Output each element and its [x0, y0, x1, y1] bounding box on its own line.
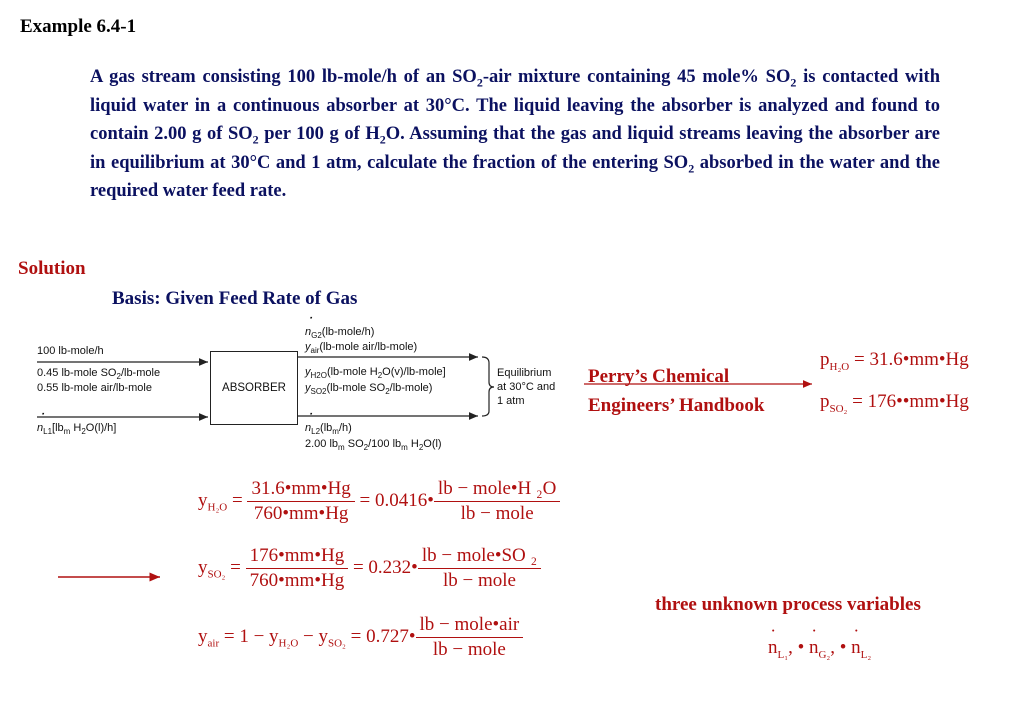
- equilibrium-brace: [482, 357, 494, 416]
- pressure-h2o: $p_{H_2O}$ = 31.6•mm•Hg: [820, 349, 969, 373]
- solution-heading: Solution: [18, 258, 86, 279]
- equation-y-so2: $y_{SO_2}$ = $\frac{176•mm•Hg}{760•mm•Hg}$ = 0.232• $\frac{\text{lb − mole•SO ₂}}{\text{lb − mole}}$: [198, 545, 541, 592]
- liquid-out-composition-label: 2.00 $lb_m$ $SO_2/100$ $lb_m$ $H_2O(l)$: [305, 438, 442, 453]
- unknowns-heading: three unknown process variables: [655, 594, 921, 615]
- feed-rate-label: 100 lb-mole/h: [37, 345, 104, 357]
- gas-out-h2o-label: $y_{H2O}(lb$-mole $H_2O(v)/lb-mole$]: [305, 366, 446, 381]
- water-feed-label: ˙ $n_{L1}[lb_m$ $H_2O(l)/h$]: [37, 422, 116, 434]
- example-title: Example 6.4-1: [20, 16, 137, 37]
- liquid-out-rate-label: ˙ $n_{L2}(lb_m/h)$: [305, 422, 352, 434]
- feed-air-label: 0.55 lb-mole air/lb-mole: [37, 382, 152, 394]
- gas-out-so2-label: $y_{SO2}(lb$-mole $SO_2/lb-mole$): [305, 382, 433, 397]
- pressure-so2: $p_{SO_2}$ = 176••mm•Hg: [820, 391, 969, 415]
- problem-statement: A gas stream consisting 100 lb-mole/h of an $SO_2$-air mixture containing 45 mole% $SO_2$ is contacted with liquid water in a continuous absorber at 30°C. The liquid leaving the absorber is analyzed and found to contain 2.00 g of $SO_2$ per 100 g of $H_2O$. Assuming that the gas and liquid streams leaving the absorber are in equilibrium at 30°C and 1 atm, calculate the fraction of the entering $SO_2$ absorbed in the water and the required water feed rate.: [90, 67, 940, 202]
- basis-heading: Basis: Given Feed Rate of Gas: [112, 288, 358, 309]
- equation-y-air: $y_{air} = 1 - y_{H_2O} - y_{SO_2}$ = 0.727• $\frac{\text{lb − mole•air}}{\text{lb − mole}}$: [198, 614, 523, 661]
- feed-so2-label: 0.45 lb-mole $SO_2/lb$-mole: [37, 367, 161, 382]
- handbook-reference: Perry’s Chemical Engineers’ Handbook: [588, 366, 765, 416]
- unknown-variables: ˙ $n_{L_1}$, • ˙ $n_{G_2}$, • ˙ $n_{L_2}$: [768, 637, 871, 659]
- equation-y-h2o: $y_{H_2O}$ = $\frac{31.6•mm•Hg}{760•mm•Hg}$ = 0.0416• $\frac{\text{lb − mole•H ₂O}}{\text{lb − mole}}$: [198, 478, 560, 525]
- gas-out-rate-label: ˙ $n_{G2}(lb-mole/h)$: [305, 326, 374, 338]
- absorber-unit: ABSORBER: [210, 351, 298, 425]
- equilibrium-note: Equilibrium at 30°C and 1 atm: [497, 367, 556, 407]
- gas-out-air-label: $y_{air}(lb$-mole air/lb-mole): [305, 341, 418, 356]
